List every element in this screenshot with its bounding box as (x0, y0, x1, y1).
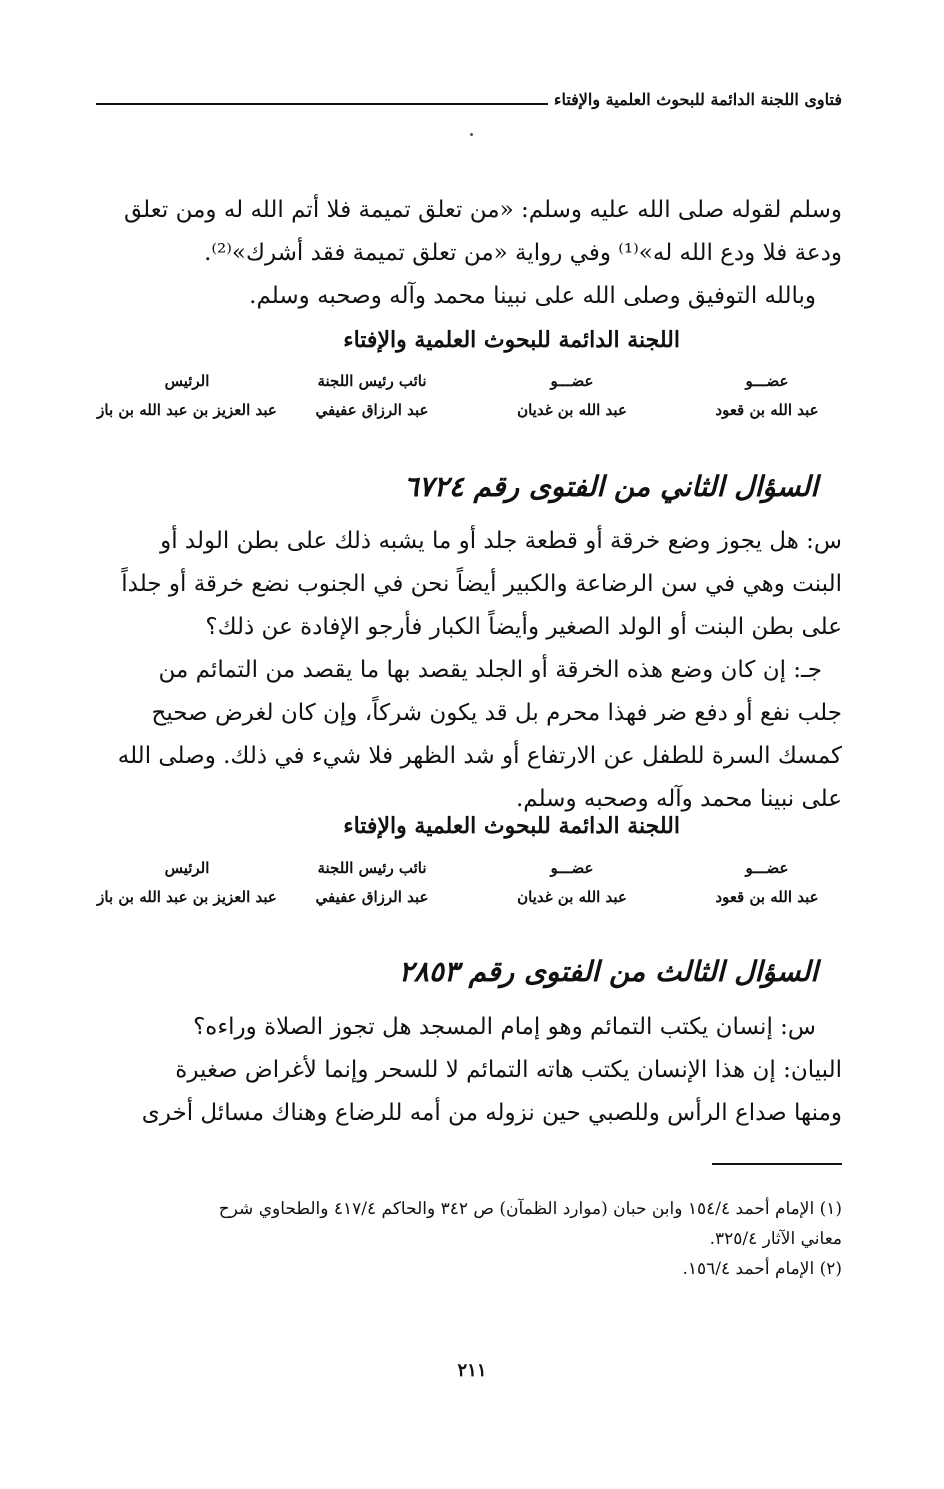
signatory-member-1 (692, 857, 842, 909)
signatory-title: نائب رئيس اللجنة (317, 372, 427, 390)
footnote-rule (712, 1163, 842, 1165)
running-header (96, 80, 842, 110)
signatory-member-2 (497, 857, 647, 909)
text-line: س: هل يجوز وضع خرقة أو قطعة جلد أو ما يشبه ذلك على بطن الولد أو (160, 528, 842, 554)
header-rule (96, 103, 548, 105)
signatory-name: عبد الله بن قعود (715, 401, 819, 419)
text-line: ودعة فلا ودع الله له»⁽¹⁾ وفي رواية «من تعلق تميمة فقد أشرك»⁽²⁾. (204, 240, 842, 266)
signatory-name: عبد العزيز بن عبد الله بن باز (97, 888, 277, 906)
committee-name: اللجنة الدائمة للبحوث العلمية والإفتاء (343, 327, 680, 353)
committee-name: اللجنة الدائمة للبحوث العلمية والإفتاء (343, 813, 680, 839)
signatory-title: عضـــو (550, 372, 594, 390)
text-line: البيان: إن هذا الإنسان يكتب هاته التمائم لا للسحر وإنما لأغراض صغيرة (175, 1057, 842, 1083)
signatory-name: عبد الله بن قعود (715, 888, 819, 906)
signatory-chair (92, 370, 282, 422)
footnote-line: (٢) الإمام أحمد ١٥٦/٤. (682, 1259, 842, 1279)
question-heading: السؤال الثالث من الفتوى رقم ٢٨٥٣ (398, 955, 818, 988)
text-line: وبالله التوفيق وصلى الله على نبينا محمد وآله وصحبه وسلم. (249, 283, 816, 309)
signatory-vice-chair (292, 857, 452, 909)
signature-block (97, 857, 842, 917)
signatory-title: نائب رئيس اللجنة (317, 859, 427, 877)
signatory-chair (92, 857, 282, 909)
signatory-title: عضـــو (550, 859, 594, 877)
answer-paragraph (100, 649, 842, 821)
text-line: وسلم لقوله صلى الله عليه وسلم: «من تعلق تميمة فلا أتم الله له ومن تعلق (123, 197, 842, 223)
footnotes (100, 1194, 842, 1284)
text-line: ومنها صداع الرأس وللصبي حين نزوله من أمه للرضاع وهناك مسائل أخرى (141, 1100, 842, 1126)
text-line: س: إنسان يكتب التمائم وهو إمام المسجد هل تجوز الصلاة وراءه؟ (193, 1014, 816, 1040)
signatory-name: عبد الله بن غديان (517, 401, 627, 419)
text-line: كمسك السرة للطفل عن الارتفاع أو شد الظهر فلا شيء في ذلك. وصلى الله (117, 743, 842, 769)
text-line: على بطن البنت أو الولد الصغير وأيضاً الكبار فأرجو الإفادة عن ذلك؟ (205, 614, 842, 640)
question-paragraph (100, 520, 842, 649)
footnote-line: (١) الإمام أحمد ١٥٤/٤ وابن حبان (موارد الظمآن) ص ٣٤٢ والحاكم ٤١٧/٤ والطحاوي شرح (218, 1199, 842, 1219)
section1-paragraph (100, 189, 842, 318)
signatory-member-1 (692, 370, 842, 422)
signatory-title: عضـــو (745, 372, 789, 390)
signatory-title: عضـــو (745, 859, 789, 877)
footnote-line: معاني الآثار ٣٢٥/٤. (709, 1229, 842, 1249)
signatory-name: عبد الرزاق عفيفي (315, 401, 429, 419)
running-title: فتاوى اللجنة الدائمة للبحوث العلمية والإفتاء (553, 90, 842, 109)
signatory-name: عبد العزيز بن عبد الله بن باز (97, 401, 277, 419)
signatory-name: عبد الله بن غديان (517, 888, 627, 906)
page-number: ٢١١ (457, 1360, 487, 1381)
print-speck (470, 133, 473, 136)
text-line: على نبينا محمد وآله وصحبه وسلم. (515, 786, 842, 812)
signatory-title: الرئيس (164, 372, 210, 390)
question-heading: السؤال الثاني من الفتوى رقم ٦٧٢٤ (403, 470, 818, 503)
signatory-title: الرئيس (164, 859, 210, 877)
signatory-name: عبد الرزاق عفيفي (315, 888, 429, 906)
question-paragraph (100, 1006, 842, 1135)
text-line: جلب نفع أو دفع ضر فهذا محرم بل قد يكون شركاً، وإن كان لغرض صحيح (151, 700, 842, 726)
signatory-member-2 (497, 370, 647, 422)
text-line: البنت وهي في سن الرضاعة والكبير أيضاً نحن في الجنوب نضع خرقة أو جلداً (121, 571, 842, 597)
text-line: جـ: إن كان وضع هذه الخرقة أو الجلد يقصد بها ما يقصد من التمائم من (158, 657, 822, 683)
signature-block (97, 370, 842, 430)
signatory-vice-chair (292, 370, 452, 422)
